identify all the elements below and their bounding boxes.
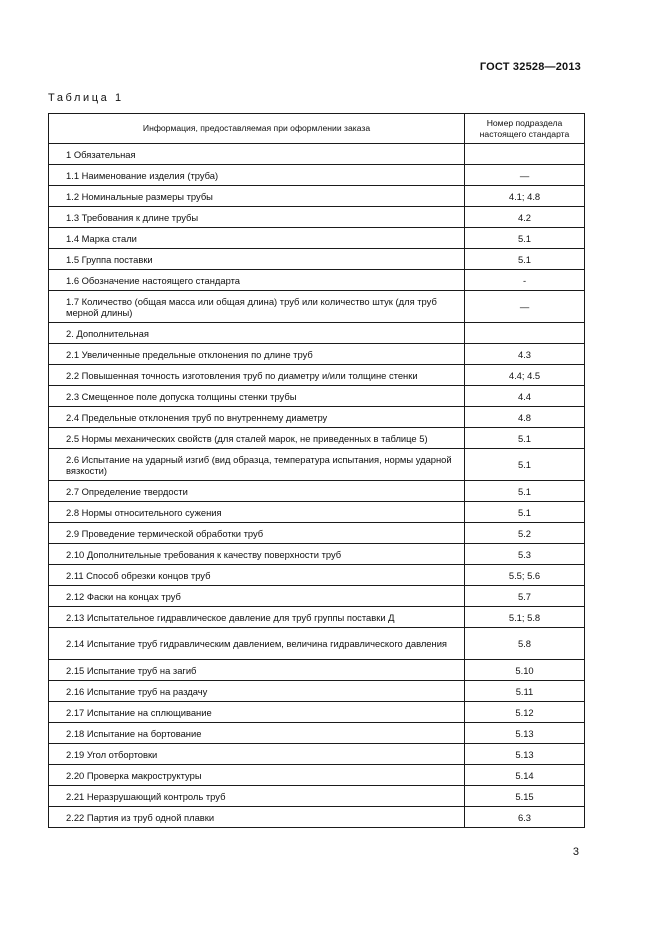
row-ref: 5.13 (465, 744, 585, 765)
table-row (49, 681, 585, 702)
row-ref: 5.1 (465, 481, 585, 502)
row-name: 2.9 Проведение термической обработки труб (49, 523, 465, 544)
row-name: 1.4 Марка стали (49, 228, 465, 249)
row-name: 1.2 Номинальные размеры трубы (49, 186, 465, 207)
table-row (49, 807, 585, 828)
row-ref: 4.8 (465, 407, 585, 428)
table-row (49, 702, 585, 723)
row-name: 2.1 Увеличенные предельные отклонения по длине труб (49, 344, 465, 365)
row-ref: 5.11 (465, 681, 585, 702)
row-ref: 6.3 (465, 807, 585, 828)
row-ref: 5.3 (465, 544, 585, 565)
row-name: 2.10 Дополнительные требования к качеству поверхности труб (49, 544, 465, 565)
table-row (49, 765, 585, 786)
table-row (49, 186, 585, 207)
row-ref: 4.4 (465, 386, 585, 407)
row-name: 2.7 Определение твердости (49, 481, 465, 502)
table-row (49, 449, 585, 481)
table-row (49, 407, 585, 428)
row-ref: 4.4; 4.5 (465, 365, 585, 386)
table-row (49, 249, 585, 270)
row-ref: 5.5; 5.6 (465, 565, 585, 586)
order-info-table (48, 113, 585, 828)
table-row (49, 523, 585, 544)
row-name: 2.15 Испытание труб на загиб (49, 660, 465, 681)
row-name: 1.1 Наименование изделия (труба) (49, 165, 465, 186)
row-name: 2.14 Испытание труб гидравлическим давлением, величина гидравлического давления (49, 628, 465, 660)
document-code: ГОСТ 32528—2013 (479, 61, 581, 73)
row-ref: 5.7 (465, 586, 585, 607)
row-name: 1.5 Группа поставки (49, 249, 465, 270)
table-row (49, 344, 585, 365)
table-row (49, 228, 585, 249)
table-row (49, 628, 585, 660)
row-ref: 4.2 (465, 207, 585, 228)
row-name: 2.5 Нормы механических свойств (для сталей марок, не приведенных в таблице 5) (49, 428, 465, 449)
table-row (49, 744, 585, 765)
row-name: 1.7 Количество (общая масса или общая длина) труб или количество штук (для труб мерной длины) (49, 291, 465, 323)
row-name: 2.19 Угол отбортовки (49, 744, 465, 765)
row-ref: 5.1; 5.8 (465, 607, 585, 628)
table-row (49, 365, 585, 386)
row-ref: 5.1 (465, 228, 585, 249)
row-name: 2.8 Нормы относительного сужения (49, 502, 465, 523)
row-name: 2.4 Предельные отклонения труб по внутреннему диаметру (49, 407, 465, 428)
row-name: 2.22 Партия из труб одной плавки (49, 807, 465, 828)
table-row (49, 144, 585, 165)
row-name: 2.18 Испытание на бортование (49, 723, 465, 744)
row-ref: 5.12 (465, 702, 585, 723)
row-name: 2.2 Повышенная точность изготовления труб по диаметру и/или толщине стенки (49, 365, 465, 386)
table-row (49, 607, 585, 628)
row-ref: 5.1 (465, 502, 585, 523)
table-caption: Таблица 1 (48, 92, 124, 104)
column-header-info: Информация, предоставляемая при оформлении заказа (49, 114, 465, 144)
row-name: 2.21 Неразрушающий контроль труб (49, 786, 465, 807)
table-row (49, 428, 585, 449)
row-ref: 5.13 (465, 723, 585, 744)
row-ref: 5.1 (465, 249, 585, 270)
row-ref: 5.8 (465, 628, 585, 660)
table-row (49, 291, 585, 323)
row-name: 2.20 Проверка макроструктуры (49, 765, 465, 786)
row-ref: — (465, 291, 585, 323)
table-row (49, 270, 585, 291)
row-name: 1.3 Требования к длине трубы (49, 207, 465, 228)
row-name: 2.6 Испытание на ударный изгиб (вид образца, температура испытания, нормы ударной вязкости) (49, 449, 465, 481)
row-ref: 5.2 (465, 523, 585, 544)
table-row (49, 786, 585, 807)
table-row (49, 502, 585, 523)
row-ref: - (465, 270, 585, 291)
row-ref: 5.15 (465, 786, 585, 807)
row-name: 2. Дополнительная (49, 323, 465, 344)
row-ref: 5.14 (465, 765, 585, 786)
table-row (49, 586, 585, 607)
table-row (49, 386, 585, 407)
row-name: 2.11 Способ обрезки концов труб (49, 565, 465, 586)
row-ref: 4.1; 4.8 (465, 186, 585, 207)
row-ref: 5.10 (465, 660, 585, 681)
page-number: 3 (572, 846, 579, 858)
table-header-row (49, 114, 585, 144)
row-name: 1.6 Обозначение настоящего стандарта (49, 270, 465, 291)
column-header-ref: Номер подраздела настоящего стандарта (465, 114, 585, 144)
row-name: 2.17 Испытание на сплющивание (49, 702, 465, 723)
table-row (49, 207, 585, 228)
table-row (49, 481, 585, 502)
row-ref: 5.1 (465, 449, 585, 481)
table-row (49, 165, 585, 186)
table-row (49, 323, 585, 344)
table-row (49, 723, 585, 744)
row-name: 2.16 Испытание труб на раздачу (49, 681, 465, 702)
row-ref: — (465, 165, 585, 186)
row-name: 2.3 Смещенное поле допуска толщины стенки трубы (49, 386, 465, 407)
row-name: 1 Обязательная (49, 144, 465, 165)
row-name: 2.13 Испытательное гидравлическое давление для труб группы поставки Д (49, 607, 465, 628)
table-row (49, 544, 585, 565)
table-row (49, 660, 585, 681)
row-ref (465, 323, 585, 344)
row-name: 2.12 Фаски на концах труб (49, 586, 465, 607)
row-ref (465, 144, 585, 165)
row-ref: 5.1 (465, 428, 585, 449)
table-row (49, 565, 585, 586)
row-ref: 4.3 (465, 344, 585, 365)
